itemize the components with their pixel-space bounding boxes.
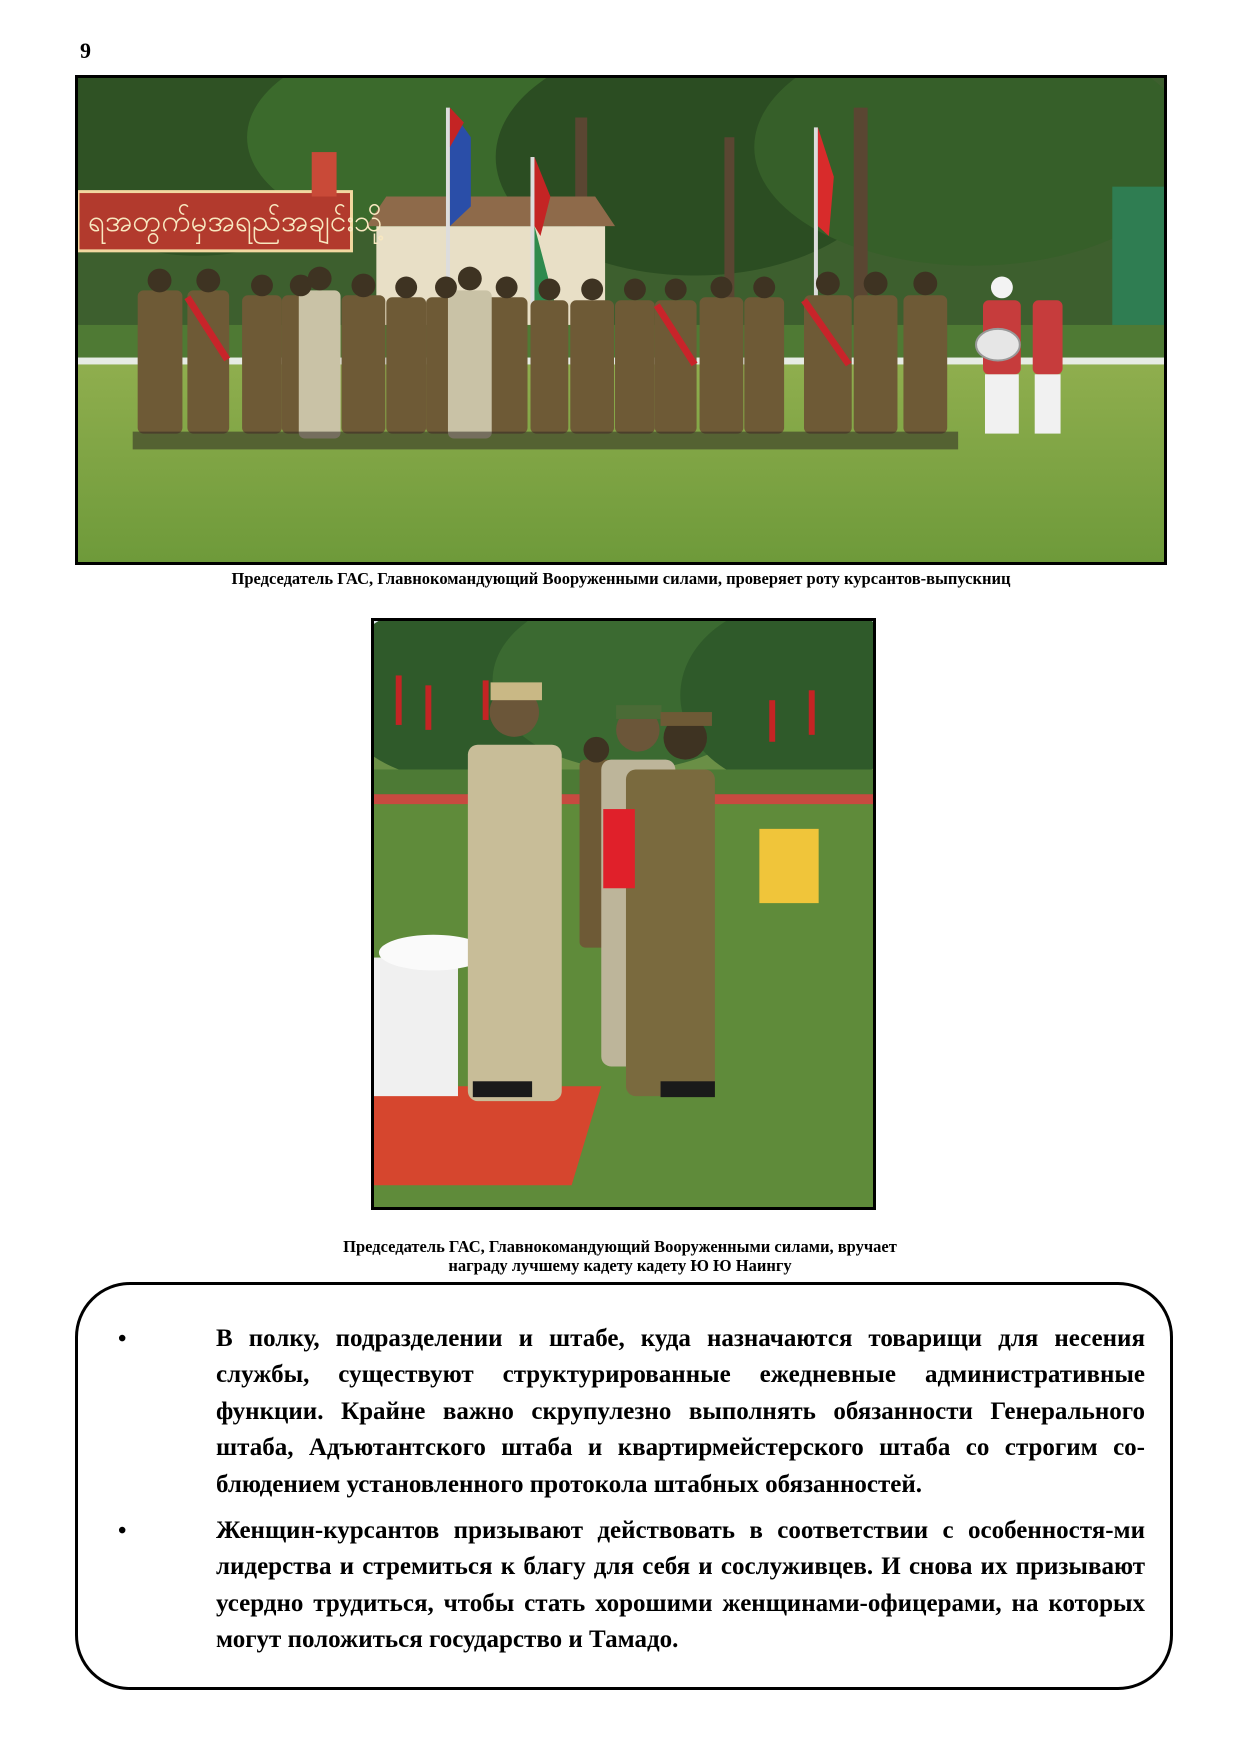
bullet-text: В полку, подразделении и штабе, куда назначаются товарищи для несения службы, существуют структурированные ежедневные административные функции. Крайне важно скрупулезно выполнять обязанности Генерального штаба, Адъютантского штаба и квартирмейстерского штаба со строгим со-блюдением установленного протокола штабных обязанностей. xyxy=(216,1325,1145,1498)
photo-award-presentation-illustration xyxy=(374,621,873,1207)
photo-award-presentation-caption-line2: награду лучшему кадету кадету Ю Ю Наингу xyxy=(448,1256,792,1275)
photo-cadet-inspection-illustration xyxy=(78,78,1164,562)
bullet-dot-icon: • xyxy=(118,1326,127,1352)
photo-award-presentation-caption-line1: Председатель ГАС, Главнокомандующий Вооруженными силами, вручает xyxy=(343,1237,897,1256)
bullet-dot-icon: • xyxy=(118,1518,127,1545)
bullet-list xyxy=(103,1321,1145,1669)
photo-cadet-inspection xyxy=(75,75,1167,565)
sign-text: ရအတွက်မှအရည်အချင်းသို့ xyxy=(87,204,383,240)
bullet-text: Женщин-курсантов призывают действовать в соответствии с особенностя-ми лидерства и стремиться к благу для себя и сослуживцев. И снова их призывают усердно трудиться, чтобы стать хорошими женщинами-офицерами, на которых могут положиться государство и Тамадо. xyxy=(216,1517,1145,1654)
page-number: 9 xyxy=(80,38,91,63)
bullet-text-box xyxy=(75,1282,1173,1690)
photo-cadet-inspection-caption: Председатель ГАС, Главнокомандующий Вооруженными силами, проверяет роту курсантов-выпускниц xyxy=(231,569,1011,588)
bullet-item xyxy=(103,1321,1145,1503)
photo-award-presentation xyxy=(371,618,876,1210)
photo-award-presentation-caption xyxy=(240,1237,1000,1275)
bullet-item xyxy=(103,1513,1145,1659)
